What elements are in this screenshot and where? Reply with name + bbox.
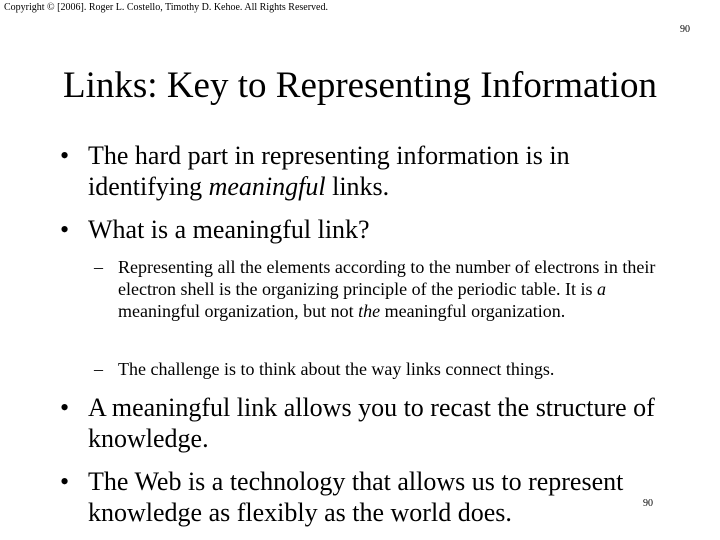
subbullet-text: The challenge is to think about the way links connect things. — [118, 359, 555, 379]
bullet-marker: • — [60, 141, 70, 170]
subbullet-1 — [94, 256, 674, 322]
bullet-marker: • — [60, 467, 70, 496]
emphasis-meaningful: meaningful — [208, 172, 326, 201]
page-number-top: 90 — [680, 24, 690, 35]
bullet-text: A meaningful link allows you to recast the structure of knowledge. — [88, 393, 655, 453]
dash-marker: – — [94, 257, 103, 277]
emphasis-the: the — [358, 301, 381, 321]
dash-marker: – — [94, 359, 103, 379]
copyright-notice: Copyright © [2006]. Roger L. Costello, Timothy D. Kehoe. All Rights Reserved. — [4, 2, 328, 13]
bullet-text: The Web is a technology that allows us to represent knowledge as flexibly as the world does. — [88, 467, 624, 527]
bullet-4 — [60, 466, 680, 528]
subbullet-text-part: Representing all the elements according to the number of electrons in their electron shell is the organizing principle of the periodic table. It is — [118, 257, 656, 299]
bullet-2 — [60, 214, 680, 245]
subbullet-text-part: meaningful organization, but not — [118, 301, 359, 321]
subbullet-text-part: meaningful organization. — [380, 301, 566, 321]
subbullet-text — [118, 256, 674, 322]
slide-title: Links: Key to Representing Information — [63, 65, 657, 106]
bullet-text-part: The hard part in representing information is in identifying — [88, 141, 570, 201]
bullet-marker: • — [60, 215, 70, 244]
bullet-marker: • — [60, 393, 70, 422]
bullet-text — [88, 140, 680, 202]
emphasis-a: a — [597, 279, 607, 299]
subbullet-2 — [94, 358, 674, 380]
bullet-3 — [60, 392, 680, 454]
bullet-text-part: links. — [325, 172, 390, 201]
bullet-text: What is a meaningful link? — [88, 215, 370, 244]
bullet-1 — [60, 140, 680, 202]
page-number-bottom: 90 — [643, 498, 653, 509]
